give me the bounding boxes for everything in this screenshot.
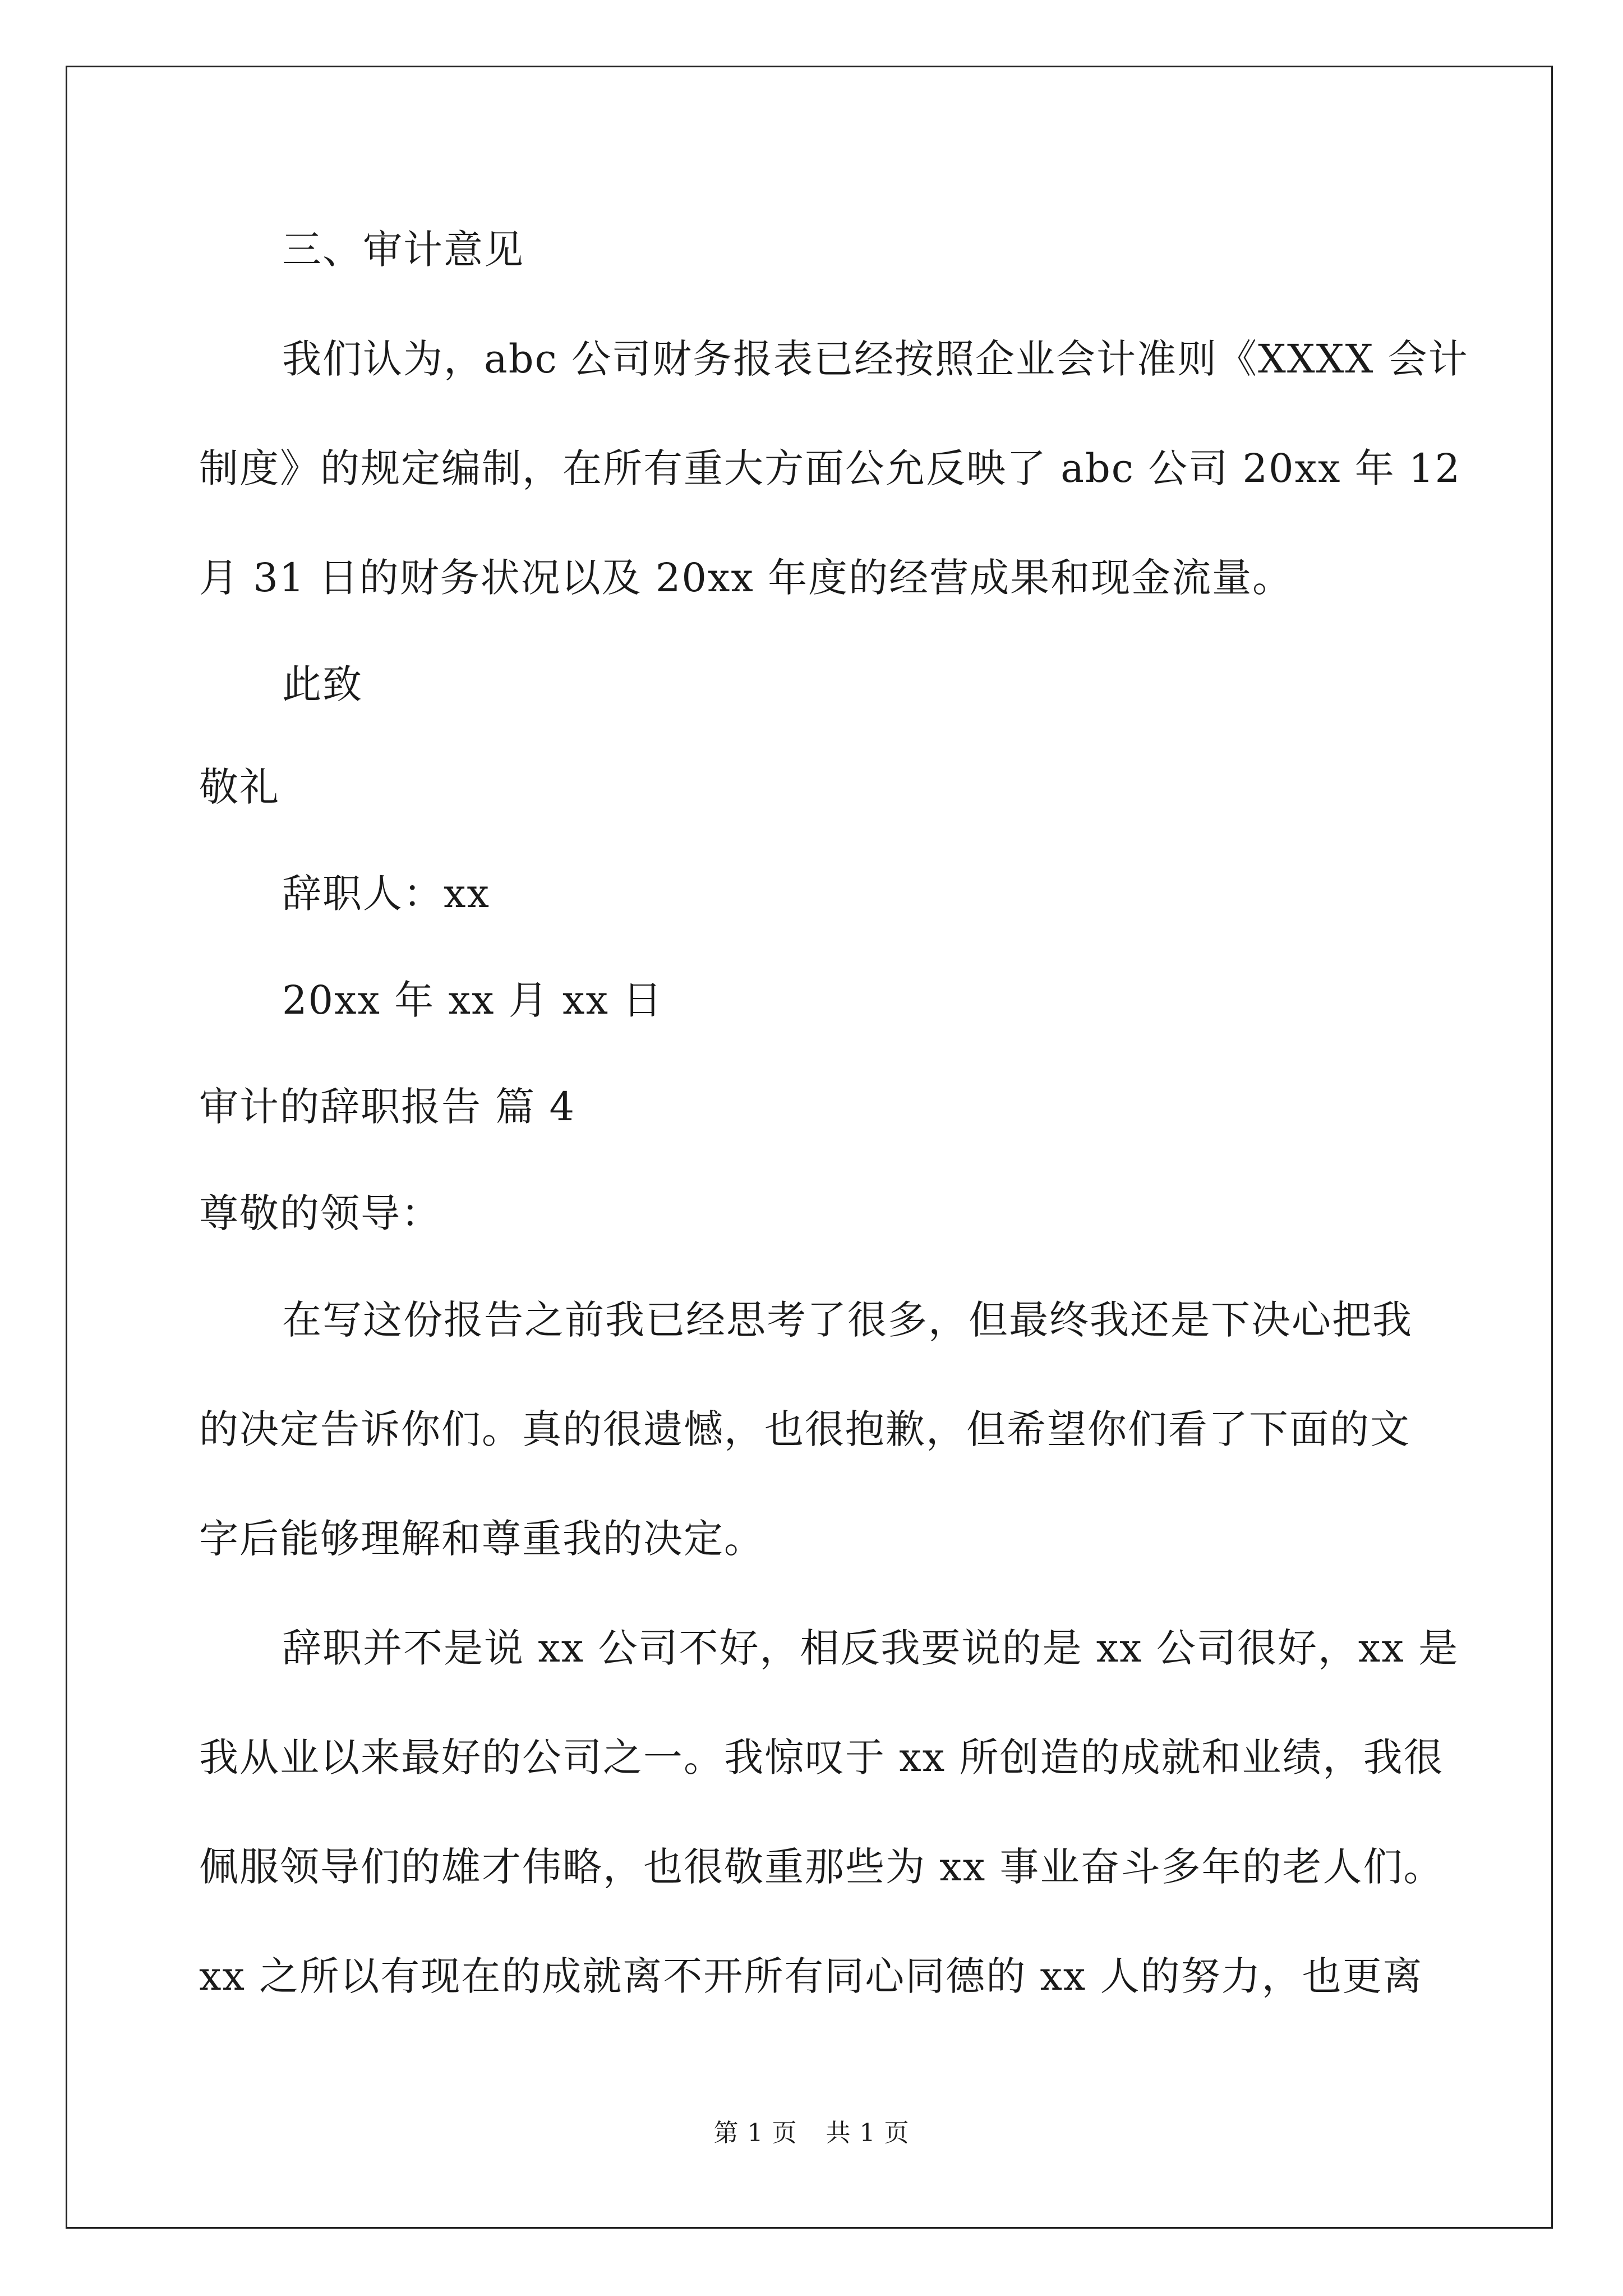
page-number: 第 1 页 bbox=[713, 2119, 797, 2147]
page-border bbox=[66, 66, 1553, 2229]
paragraph-line: 佩服领导们的雄才伟略，也很敬重那些为 xx 事业奋斗多年的老人们。 bbox=[199, 1844, 1444, 1890]
paragraph-line: 辞职并不是说 xx 公司不好，相反我要说的是 xx 公司很好，xx 是 bbox=[282, 1625, 1459, 1671]
signature-line: 辞职人：xx bbox=[282, 871, 490, 917]
page-footer bbox=[0, 2116, 1623, 2150]
paragraph-line: xx 之所以有现在的成就离不开所有同心同德的 xx 人的努力，也更离 bbox=[199, 1953, 1423, 1999]
paragraph-line: 我们认为，abc 公司财务报表已经按照企业会计准则《XXXX 会计 bbox=[282, 336, 1469, 382]
paragraph-line: 我从业以来最好的公司之一。我惊叹于 xx 所创造的成就和业绩，我很 bbox=[199, 1734, 1444, 1780]
paragraph-line: 制度》的规定编制，在所有重大方面公允反映了 abc 公司 20xx 年 12 bbox=[199, 445, 1461, 491]
page-total: 共 1 页 bbox=[826, 2119, 910, 2147]
date-line: 20xx 年 xx 月 xx 日 bbox=[282, 977, 663, 1023]
paragraph-line: 月 31 日的财务状况以及 20xx 年度的经营成果和现金流量。 bbox=[199, 555, 1293, 601]
paragraph-line: 字后能够理解和尊重我的决定。 bbox=[199, 1516, 764, 1562]
paragraph-line: 的决定告诉你们。真的很遗憾，也很抱歉，但希望你们看了下面的文 bbox=[199, 1406, 1410, 1452]
closing-salutation: 此致 bbox=[282, 661, 363, 707]
closing-regards: 敬礼 bbox=[199, 764, 280, 810]
greeting-line: 尊敬的领导： bbox=[199, 1190, 441, 1236]
section-heading-audit-opinion: 三、审计意见 bbox=[282, 227, 524, 273]
paragraph-line: 在写这份报告之前我已经思考了很多，但最终我还是下决心把我 bbox=[282, 1297, 1413, 1343]
section-title-report-4: 审计的辞职报告 篇 4 bbox=[199, 1084, 576, 1130]
